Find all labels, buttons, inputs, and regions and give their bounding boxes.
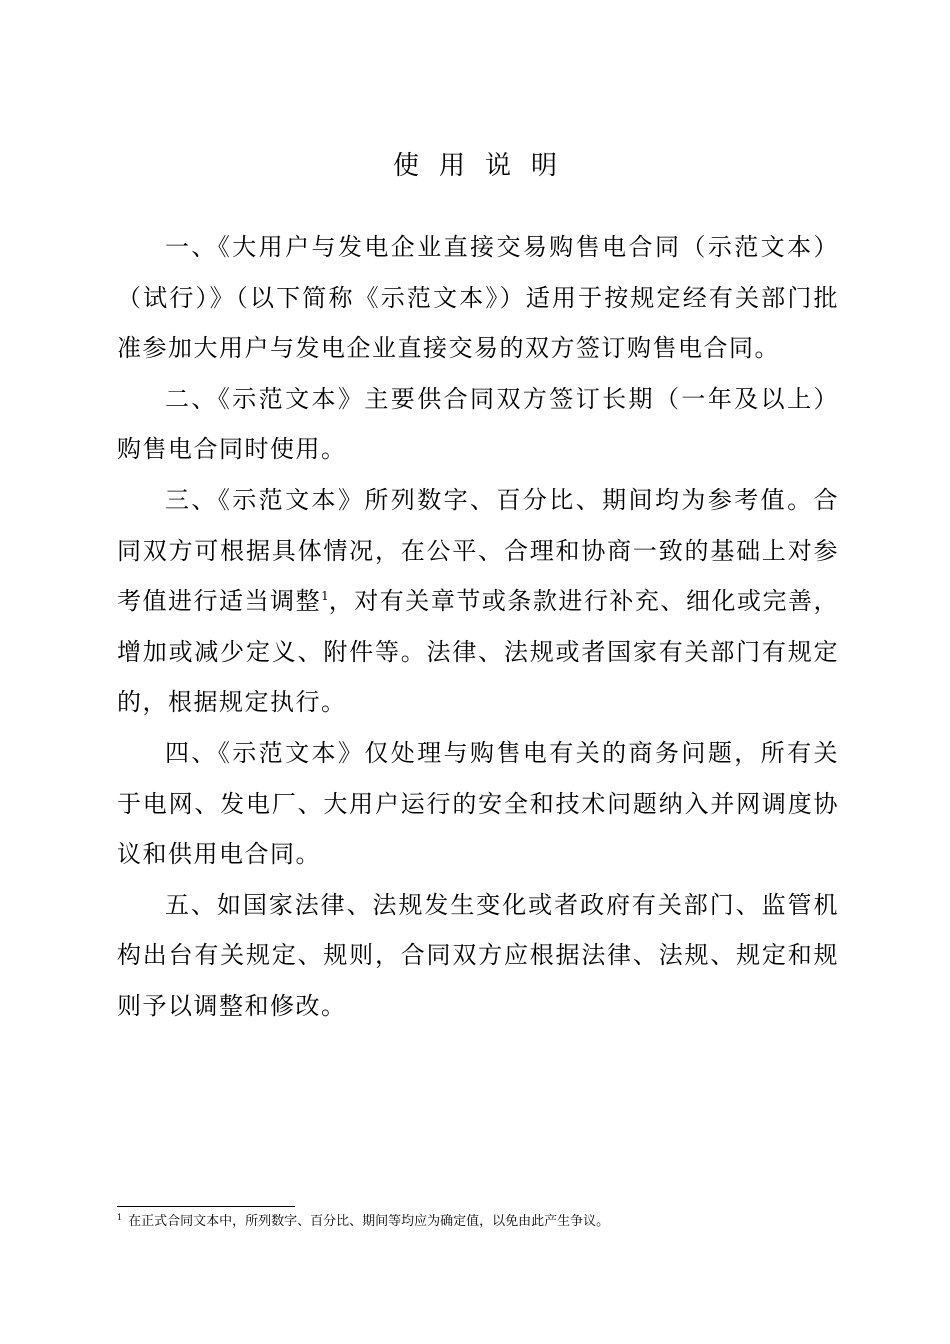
paragraph-3-text-before: 三、《示范文本》所列数字、百分比、期间均为参考值。合同双方可根据具体情况，在公平、合理和协商一致的基础上对参考值进行适当调整 xyxy=(117,485,839,616)
paragraph-5: 五、如国家法律、法规发生变化或者政府有关部门、监管机构出台有关规定、规则，合同双方应根据法律、法规、规定和规则予以调整和修改。 xyxy=(117,890,839,1020)
footnote-mark: 1 xyxy=(117,1212,123,1222)
footnote-divider xyxy=(117,1206,295,1207)
footnote xyxy=(117,1212,839,1232)
paragraph-3 xyxy=(117,475,839,728)
paragraph-2: 二、《示范文本》主要供合同双方签订长期（一年及以上）购售电合同时使用。 xyxy=(117,384,839,464)
paragraph-1: 一、《大用户与发电企业直接交易购售电合同（示范文本）（试行）》（以下简称《示范文本》）适用于按规定经有关部门批准参加大用户与发电企业直接交易的双方签订购售电合同。 xyxy=(117,233,839,363)
paragraph-4: 四、《示范文本》仅处理与购售电有关的商务问题，所有关于电网、发电厂、大用户运行的安全和技术问题纳入并网调度协议和供用电合同。 xyxy=(117,738,839,869)
page-title: 使用说明 xyxy=(392,151,577,181)
footnote-text: 在正式合同文本中，所列数字、百分比、期间等均应为确定值，以免由此产生争议。 xyxy=(128,1214,610,1229)
footnote-reference: 1 xyxy=(321,589,329,604)
paragraph-3-text-after: ，对有关章节或条款进行补充、细化或完善，增加或减少定义、附件等。法律、法规或者国家有关部门有规定的，根据规定执行。 xyxy=(117,587,840,717)
instructions-body xyxy=(117,222,839,1032)
